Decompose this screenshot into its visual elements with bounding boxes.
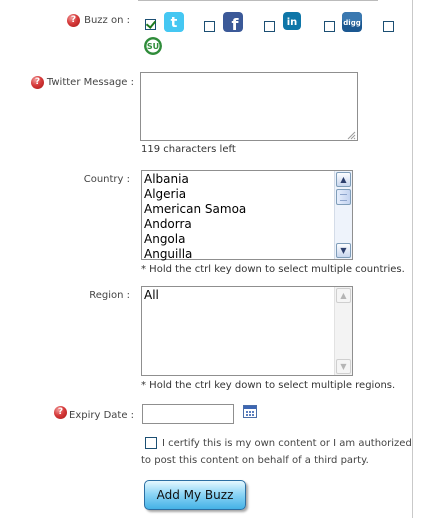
twitter-checkbox[interactable] bbox=[145, 19, 156, 30]
country-option[interactable]: Andorra bbox=[144, 217, 192, 231]
help-icon[interactable]: ? bbox=[67, 14, 80, 27]
right-border bbox=[412, 0, 413, 518]
twitter-icon bbox=[164, 12, 184, 32]
calendar-icon[interactable] bbox=[243, 405, 257, 418]
facebook-icon bbox=[223, 12, 243, 32]
country-option[interactable]: American Samoa bbox=[144, 202, 247, 216]
help-icon[interactable]: ? bbox=[54, 406, 67, 419]
linkedin-checkbox[interactable] bbox=[264, 21, 275, 32]
svg-text:f: f bbox=[231, 15, 239, 32]
digg-icon bbox=[342, 12, 362, 32]
digg-checkbox[interactable] bbox=[324, 21, 335, 32]
scroll-up-icon[interactable]: ▲ bbox=[336, 288, 351, 303]
add-my-buzz-button[interactable]: Add My Buzz bbox=[144, 480, 246, 510]
twitter-message-label: Twitter Message : bbox=[46, 77, 134, 88]
country-option[interactable]: Anguilla bbox=[144, 247, 193, 261]
scroll-down-icon[interactable]: ▼ bbox=[336, 359, 351, 374]
country-option[interactable]: Albania bbox=[144, 172, 189, 186]
help-icon[interactable]: ? bbox=[31, 76, 44, 89]
character-counter: 119 characters left bbox=[141, 144, 236, 155]
certify-text-line-2: to post this content on behalf of a third party. bbox=[141, 455, 369, 466]
region-option[interactable]: All bbox=[144, 288, 159, 302]
country-scrollbar[interactable] bbox=[334, 171, 352, 259]
svg-text:digg: digg bbox=[343, 19, 361, 27]
certify-text-line-1: I certify this is my own content or I am authorized bbox=[162, 438, 412, 449]
region-scrollbar[interactable] bbox=[334, 287, 352, 375]
region-hint: * Hold the ctrl key down to select multiple regions. bbox=[141, 380, 396, 391]
stumbleupon-icon bbox=[144, 37, 162, 55]
scroll-up-icon[interactable]: ▲ bbox=[336, 172, 351, 187]
svg-text:in: in bbox=[286, 17, 298, 28]
country-option[interactable]: Angola bbox=[144, 232, 186, 246]
top-divider bbox=[138, 0, 378, 1]
svg-text:SU: SU bbox=[146, 42, 160, 51]
svg-text:t: t bbox=[170, 15, 178, 31]
twitter-message-input[interactable] bbox=[140, 72, 358, 141]
country-listbox[interactable] bbox=[141, 170, 353, 260]
region-label: Region : bbox=[89, 290, 130, 301]
certify-checkbox[interactable] bbox=[145, 437, 157, 449]
expiry-date-input[interactable] bbox=[142, 404, 234, 424]
country-option[interactable]: Algeria bbox=[144, 187, 187, 201]
country-label: Country : bbox=[83, 174, 130, 185]
scroll-down-icon[interactable]: ▼ bbox=[336, 243, 351, 258]
scroll-thumb[interactable] bbox=[336, 189, 351, 205]
region-listbox[interactable] bbox=[141, 286, 353, 376]
stumbleupon-checkbox[interactable] bbox=[383, 21, 394, 32]
expiry-date-label: Expiry Date : bbox=[69, 410, 135, 421]
facebook-checkbox[interactable] bbox=[204, 21, 215, 32]
country-hint: * Hold the ctrl key down to select multiple countries. bbox=[141, 264, 405, 275]
resize-grip-icon[interactable] bbox=[347, 131, 356, 140]
linkedin-icon bbox=[283, 12, 301, 30]
buzz-on-label: Buzz on : bbox=[84, 15, 130, 26]
